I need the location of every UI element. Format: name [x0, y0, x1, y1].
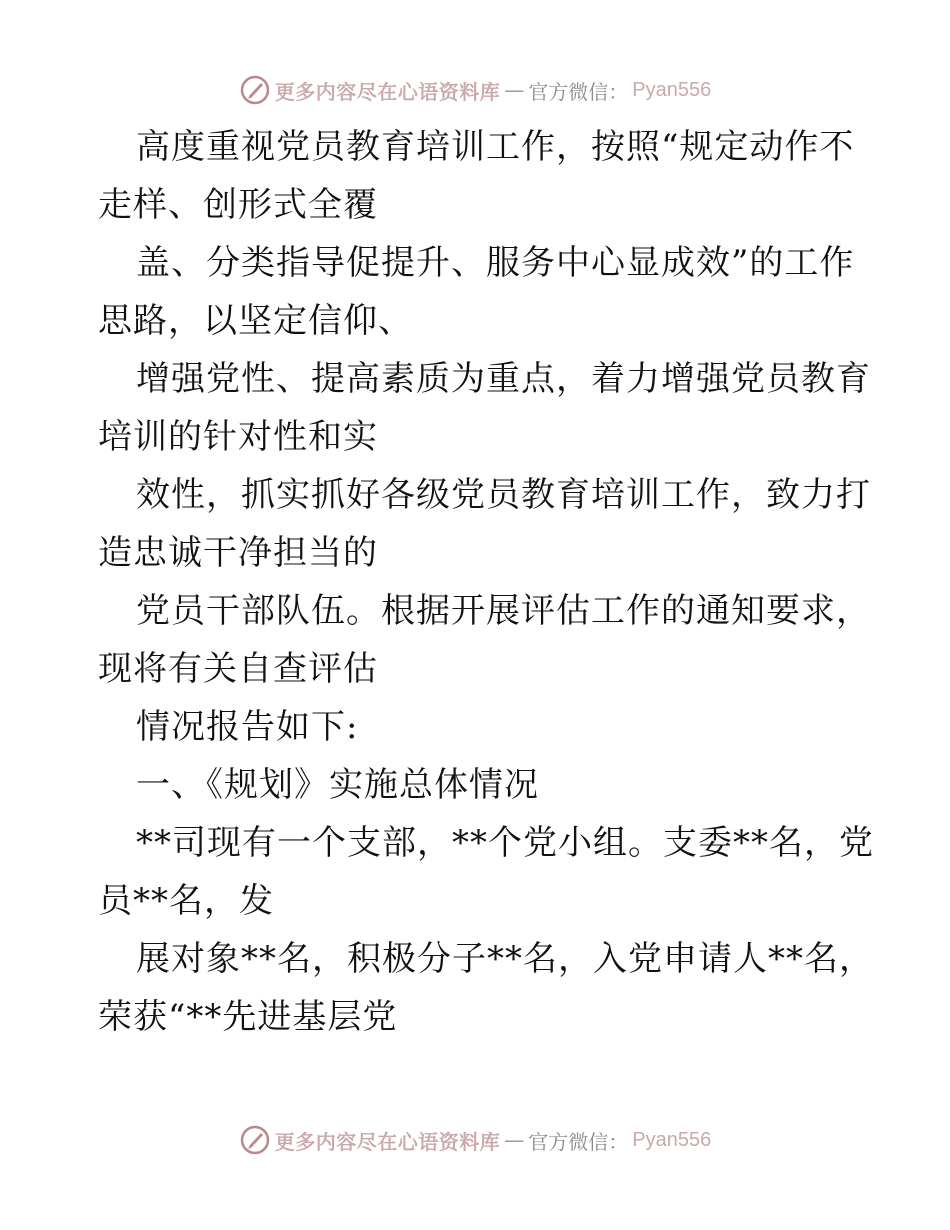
body-line-4: 思路，以坚定信仰、	[98, 301, 413, 341]
body-line-13: **司现有一个支部，**个党小组。支委**名，党	[136, 823, 874, 863]
section-heading: 一、《规划》实施总体情况	[136, 765, 539, 805]
body-line-2: 走样、创形式全覆	[98, 185, 378, 225]
body-line-1: 高度重视党员教育培训工作，按照“规定动作不	[136, 127, 855, 167]
body-line-5: 增强党性、提高素质为重点，着力增强党员教育	[136, 359, 871, 399]
quill-pen-logo-icon	[239, 74, 271, 106]
body-line-6: 培训的针对性和实	[98, 417, 378, 457]
body-line-8: 造忠诚干净担当的	[98, 533, 378, 573]
watermark-wechat-id: Pyan556	[632, 1128, 712, 1151]
body-line-14: 员**名，发	[98, 881, 274, 921]
body-line-9: 党员干部队伍。根据开展评估工作的通知要求，	[136, 591, 871, 631]
watermark-separator: —	[504, 78, 525, 102]
watermark-wechat-id: Pyan556	[632, 78, 712, 101]
footer-watermark	[0, 1120, 950, 1160]
body-line-11: 情况报告如下:	[136, 707, 359, 747]
body-line-15: 展对象**名，积极分子**名，入党申请人**名，	[136, 939, 874, 979]
body-line-16: 荣获“**先进基层党	[98, 997, 398, 1037]
watermark-separator: —	[504, 1128, 525, 1152]
body-line-7: 效性，抓实抓好各级党员教育培训工作，致力打	[136, 475, 871, 515]
header-watermark	[0, 70, 950, 110]
quill-pen-logo-icon	[239, 1124, 271, 1156]
watermark-wechat-label: 官方微信：	[528, 79, 629, 104]
body-line-3: 盖、分类指导促提升、服务中心显成效”的工作	[136, 243, 855, 283]
watermark-wechat-label: 官方微信：	[528, 1129, 629, 1154]
watermark-brand-text: 更多内容尽在心语资料库	[274, 1129, 501, 1154]
body-line-10: 现将有关自查评估	[98, 649, 378, 689]
watermark-brand-text: 更多内容尽在心语资料库	[274, 79, 501, 104]
document-body	[98, 118, 874, 1046]
